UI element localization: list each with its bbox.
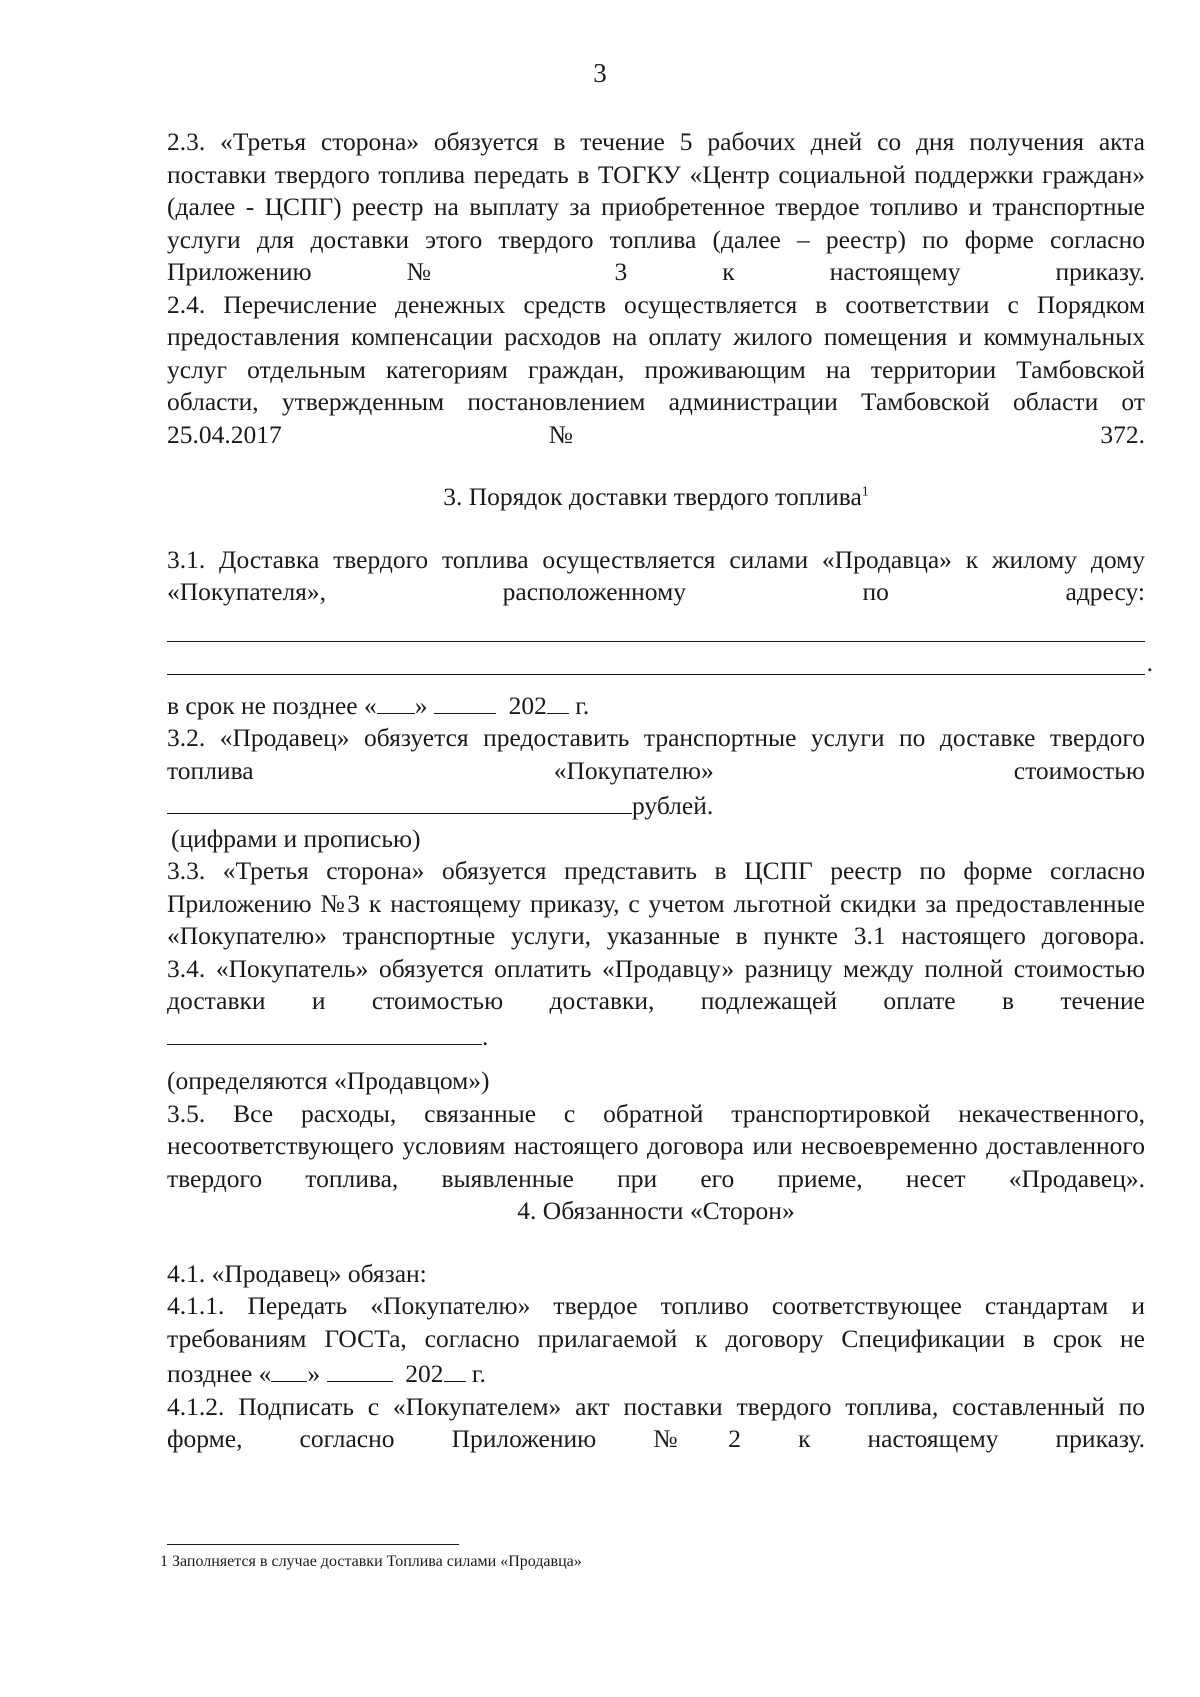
cost-blank: [167, 787, 632, 814]
deadline-suffix: г.: [575, 690, 590, 720]
footnote-mark: 1: [861, 484, 869, 500]
rubles-label: рублей.: [632, 791, 714, 820]
deadline-prefix: в срок не позднее «: [167, 690, 377, 720]
day-blank: [377, 687, 415, 714]
section-3-title-text: 3. Порядок доставки твердого топлива: [443, 482, 862, 511]
address-line-1: [167, 609, 1145, 642]
term-hint: (определяются «Продавцом»): [167, 1066, 490, 1095]
document-body: [167, 126, 1153, 1456]
paragraph-3-4: 3.4. «Покупатель» обязуется оплатить «Продавцу» разницу между полной стоимостью доставки и стоимостью доставки, подлежащей оплате в течение: [167, 953, 1145, 1015]
paragraph-3-1: 3.1. Доставка твердого топлива осуществляется силами «Продавца» к жилому дому «Покупателя», расположенному по адресу:: [167, 544, 1145, 606]
paragraph-3-5: 3.5. Все расходы, связанные с обратной транспортировкой некачественного, несоответствующего условиям настоящего договора или несвоевременно доставленного твердого топлива, выявленные при его приеме, несет «Продавец».: [167, 1098, 1145, 1193]
transfer-year-blank: [444, 1355, 466, 1382]
section-4-title: 4. Обязанности «Сторон»: [517, 1196, 795, 1225]
footnote-text: 1 Заполняется в случае доставки Топлива силами «Продавца»: [160, 1553, 582, 1570]
transfer-deadline-prefix: позднее «: [167, 1359, 272, 1388]
address-line-2: .: [167, 642, 1145, 675]
page-number: 3: [593, 58, 607, 88]
delivery-deadline: [167, 687, 1145, 723]
deadline-mid: »: [414, 690, 428, 720]
transfer-deadline-year: 202: [405, 1359, 444, 1388]
paragraph-3-3: 3.3. «Третья сторона» обязуется представить в ЦСПГ реестр по форме согласно Приложению №3 к настоящему приказу, с учетом льготной скидки за предоставленные «Покупателю» транспортные услуги, указанные в пункте 3.1 настоящего договора.: [167, 856, 1145, 950]
paragraph-4-1-1: 4.1.1. Передать «Покупателю» твердое топливо соответствующее стандартам и требованиям ГОСТа, согласно прилагаемой к договору Спецификации в срок не: [167, 1291, 1145, 1353]
section-3-title: [167, 481, 1145, 514]
footnote-separator: [167, 1544, 459, 1545]
cost-line: [167, 787, 1145, 823]
paragraph-3-2: 3.2. «Продавец» обязуется предоставить транспортные услуги по доставке твердого топлива «Покупателю» стоимостью: [167, 723, 1145, 785]
year-blank: [547, 687, 569, 714]
transfer-deadline: [167, 1355, 1145, 1391]
transfer-day-blank: [271, 1355, 307, 1382]
paragraph-4-1-2: 4.1.2. Подписать с «Покупателем» акт поставки твердого топлива, составленный по форме, согласно Приложению №2 к настоящему приказу.: [167, 1391, 1145, 1453]
paragraph-2-4: 2.4. Перечисление денежных средств осуществляется в соответствии с Порядком предоставления компенсации расходов на оплату жилого помещения и коммунальных услуг отдельным категориям граждан, проживающим на территории Тамбовской области, утвержденным постановлением администрации Тамбовской области от 25.04.2017 № 372.: [167, 289, 1145, 449]
paragraph-4-1: 4.1. «Продавец» обязан:: [167, 1258, 427, 1288]
paragraph-2-3: 2.3. «Третья сторона» обязуется в течение 5 рабочих дней со дня получения акта поставки твердого топлива передать в ТОГКУ «Центр социальной поддержки граждан» (далее - ЦСПГ) реестр на выплату за приобретенное твердое топливо и транспортные услуги для доставки этого твердого топлива (далее – реестр) по форме согласно Приложению № 3 к настоящему приказу.: [167, 127, 1145, 286]
transfer-deadline-mid: »: [307, 1359, 321, 1388]
cost-hint: (цифрами и прописью): [171, 823, 421, 853]
transfer-deadline-suffix: г.: [471, 1359, 486, 1388]
deadline-year: 202: [508, 690, 547, 720]
term-line: .: [167, 1018, 1145, 1054]
month-blank: [434, 687, 496, 714]
term-blank: [167, 1018, 482, 1045]
transfer-month-blank: [327, 1355, 393, 1382]
